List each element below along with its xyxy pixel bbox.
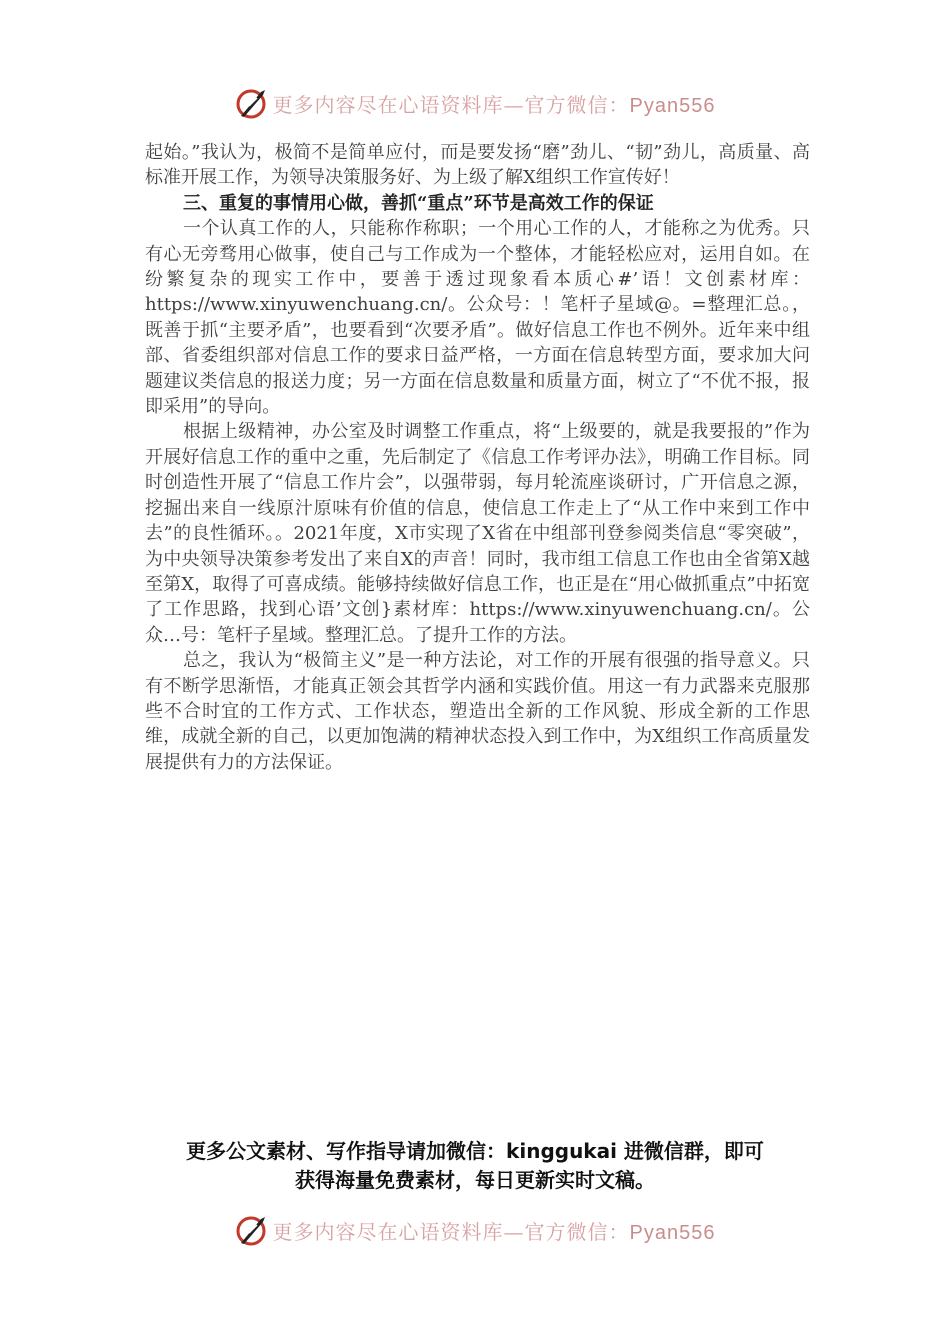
banner-wechat-id: Pyan556 bbox=[629, 1221, 716, 1244]
section-heading: 三、重复的事情用心做，善抓“重点”环节是高效工作的保证 bbox=[183, 192, 654, 214]
paragraph: 总之，我认为“极简主义”是一种方法论，对工作的开展有很强的指导意义。只有不断学思渐悟，才能真正领会其哲学内涵和实践价值。用这一有力武器来克服那些不合时宜的工作方式、工作状态，塑造出全新的工作风貌、形成全新的工作思维，成就全新的自己，以更加饱满的精神状态投入到工作中，为X组织工作高质量发展提供有力的方法保证。 bbox=[145, 650, 810, 773]
footer-banner bbox=[0, 1210, 950, 1250]
document-body bbox=[145, 140, 810, 775]
banner-text bbox=[273, 89, 716, 118]
banner-label: 更多内容尽在心语资料库—官方微信： bbox=[272, 1219, 630, 1244]
promo-text bbox=[0, 1137, 950, 1195]
paragraph: 根据上级精神，办公室及时调整工作重点，将“上级要的，就是我要报的”作为开展好信息工作的重中之重，先后制定了《信息工作考评办法》，明确工作目标。同时创造性开展了“信息工作片会”，以强带弱，每月轮流座谈研讨，广开信息之源，挖掘出来自一线原汁原味有价值的信息，使信息工作走上了“从工作中来到工作中去”的良性循环。。2021年度，X市实现了X省在中组部刊登参阅类信息“零突破”，为中央领导决策参考发出了来自X的声音！同时，我市组工信息工作也由全省第X越至第X，取得了可喜成绩。能够持续做好信息工作，也正是在“用心做抓重点”中拓宽了工作思路，找到心语’文创}素材库：https://www.xinyuwenchuang.cn/。公众…号：笔杆子星域。整理汇总。了提升工作的方法。 bbox=[145, 421, 810, 646]
paragraph: 一个认真工作的人，只能称作称职；一个用心工作的人，才能称之为优秀。只有心无旁骛用心做事，使自己与工作成为一个整体，才能轻松应对，运用自如。在纷繁复杂的现实工作中，要善于透过现象看本质心#’语！文创素材库：https://www.xinyuwenchuang.cn/。公众号：！笔杆子星域@。=整理汇总。，既善于抓“主要矛盾”，也要看到“次要矛盾”。做好信息工作也不例外。近年来中组部、省委组织部对信息工作的要求日益严格，一方面在信息转型方面，要求加大问题建议类信息的报送力度；另一方面在信息数量和质量方面，树立了“不优不报，报即采用”的导向。 bbox=[145, 218, 810, 418]
paragraph: 起始。”我认为，极简不是简单应付，而是要发扬“磨”劲儿、“韧”劲儿，高质量、高标准开展工作，为领导决策服务好、为上级了解X组织工作宣传好！ bbox=[145, 142, 810, 189]
quill-logo-icon bbox=[235, 1213, 269, 1247]
banner-text bbox=[273, 1216, 716, 1245]
banner-wechat-id: Pyan556 bbox=[629, 94, 716, 117]
quill-logo-icon bbox=[235, 86, 269, 120]
promo-line-1: 更多公文素材、写作指导请加微信：kinggukai 进微信群，即可 bbox=[186, 1139, 764, 1163]
promo-line-2: 获得海量免费素材，每日更新实时文稿。 bbox=[295, 1168, 655, 1192]
banner-label: 更多内容尽在心语资料库—官方微信： bbox=[272, 92, 630, 117]
header-banner bbox=[0, 83, 950, 123]
